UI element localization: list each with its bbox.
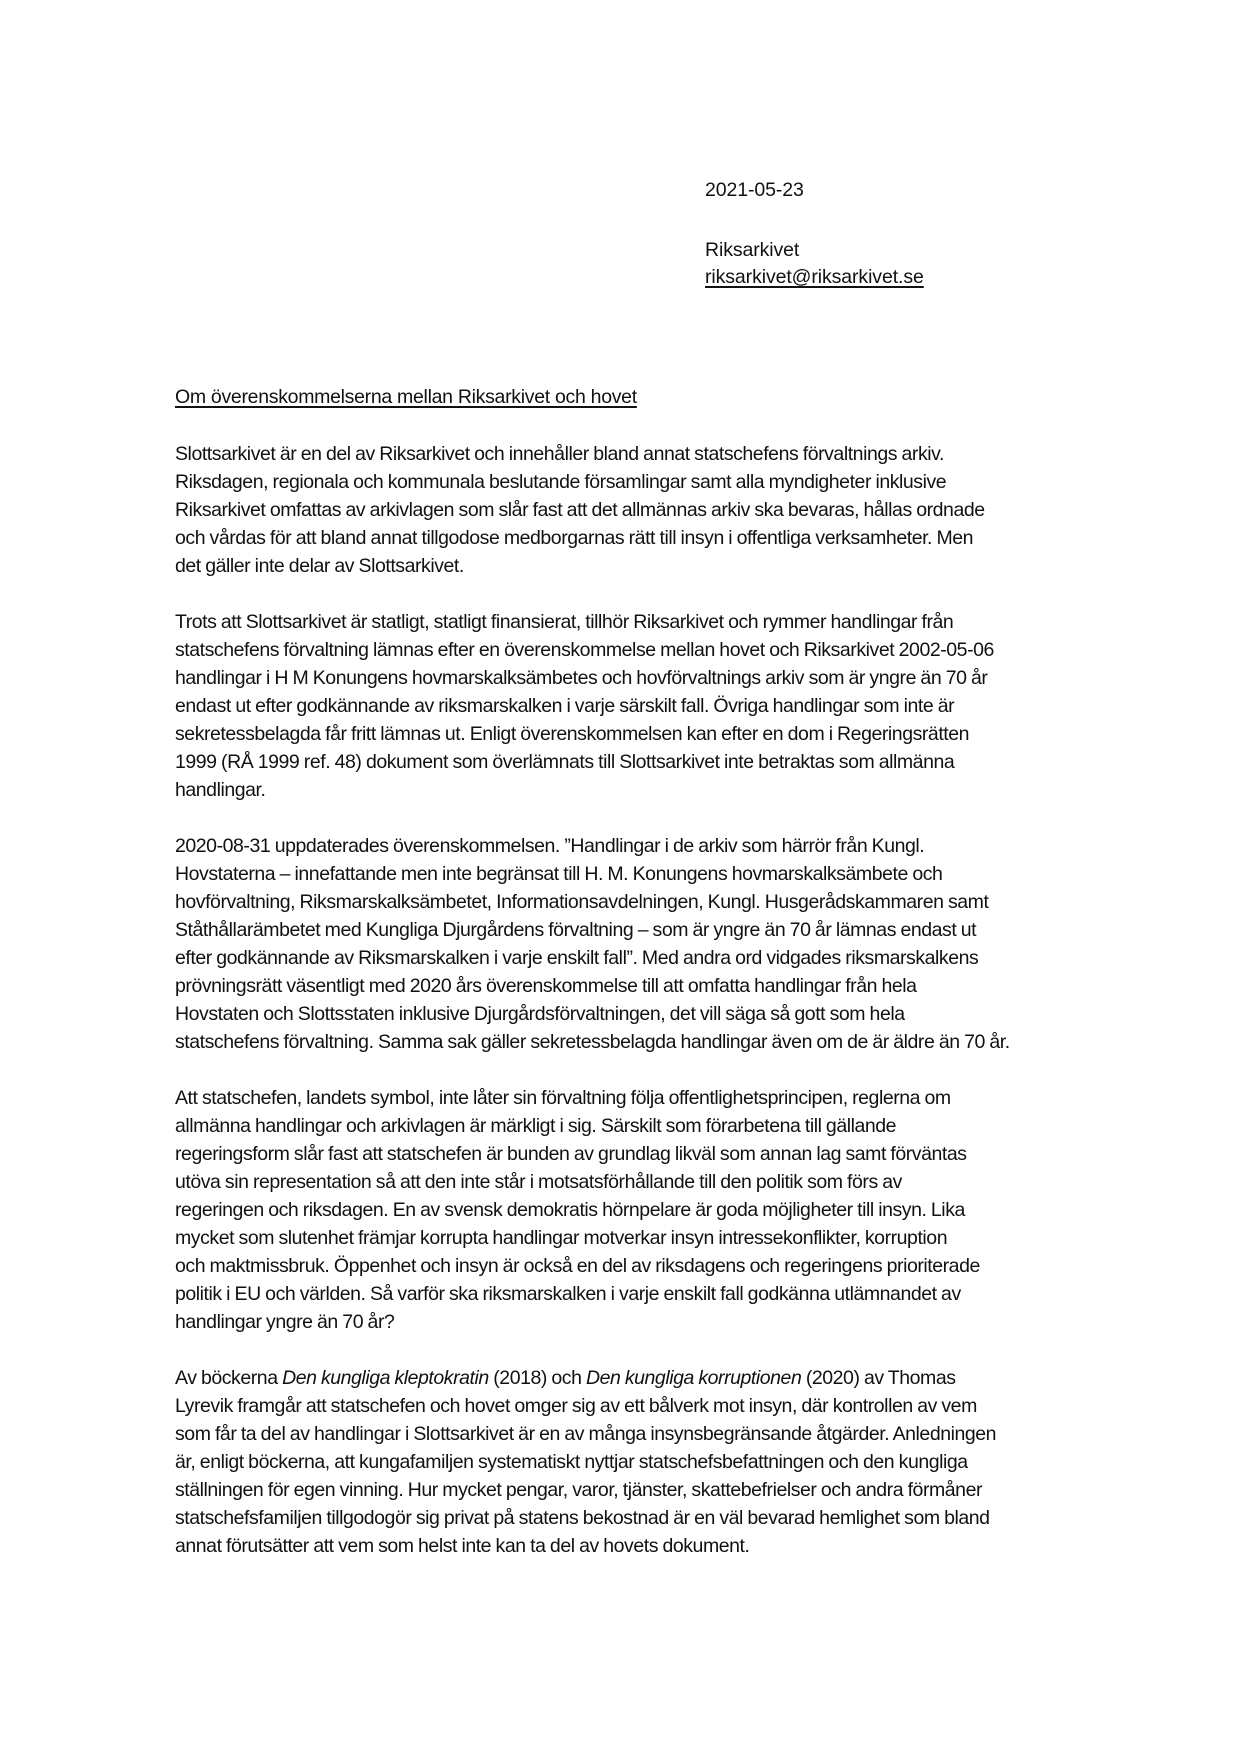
text-line: mycket som slutenhet främjar korrupta handlingar motverkar insyn intressekonflikter, korruption xyxy=(175,1227,948,1249)
text-line: allmänna handlingar och arkivlagen är märkligt i sig. Särskilt som förarbetena till gällande xyxy=(175,1115,897,1137)
letter-body xyxy=(175,440,1120,1588)
text-line: Riksarkivet omfattas av arkivlagen som slår fast att det allmännas arkiv ska bevaras, hållas ordnade xyxy=(175,499,985,521)
text-line: statschefsfamiljen tillgodogör sig privat på statens bekostnad är en väl bevarad hemlighet som bland xyxy=(175,1507,990,1529)
text-line: Lyrevik framgår att statschefen och hovet omger sig av ett bålverk mot insyn, där kontrollen av vem xyxy=(175,1395,977,1417)
paragraph-4 xyxy=(175,1084,1120,1336)
text-line: prövningsrätt väsentligt med 2020 års överenskommelse till att omfatta handlingar från hela xyxy=(175,975,917,997)
text-fragment: Av böckerna xyxy=(175,1367,283,1389)
book-title: Den kungliga korruptionen xyxy=(585,1367,802,1389)
text-line: sekretessbelagda får fritt lämnas ut. Enligt överenskommelsen kan efter en dom i Regeringsrätten xyxy=(175,723,970,745)
text-line: och maktmissbruk. Öppenhet och insyn är också en del av riksdagens och regeringens prioriterade xyxy=(175,1255,980,1277)
text-line: efter godkännande av Riksmarskalken i varje enskilt fall”. Med andra ord vidgades riksmarskalkens xyxy=(175,947,979,969)
text-line: Riksdagen, regionala och kommunala beslutande församlingar samt alla myndigheter inklusive xyxy=(175,471,947,493)
text-line: regeringsform slår fast att statschefen är bunden av grundlag likväl som annan lag samt förväntas xyxy=(175,1143,967,1165)
letter-date: 2021-05-23 xyxy=(705,179,804,201)
text-line: Ståthållarämbetet med Kungliga Djurgårdens förvaltning – som är yngre än 70 år lämnas endast ut xyxy=(175,919,977,941)
text-line: 2020-08-31 uppdaterades överenskommelsen. ”Handlingar i de arkiv som härrör från Kungl. xyxy=(175,835,925,857)
text-line: Hovstaten och Slottsstaten inklusive Djurgårdsförvaltningen, det vill säga så gott som hela xyxy=(175,1003,905,1025)
book-title: Den kungliga kleptokratin xyxy=(282,1367,489,1389)
text-line: handlingar. xyxy=(175,779,266,801)
text-line: annat förutsätter att vem som helst inte kan ta del av hovets dokument. xyxy=(175,1535,750,1557)
text-line: Hovstaterna – innefattande men inte begränsat till H. M. Konungens hovmarskalksämbete och xyxy=(175,863,943,885)
text-line: statschefens förvaltning. Samma sak gäller sekretessbelagda handlingar även om de är äldre än 70 år. xyxy=(175,1031,1010,1053)
text-line: som får ta del av handlingar i Slottsarkivet är en av många insynsbegränsande åtgärder. Anledningen xyxy=(175,1423,997,1445)
text-line: Slottsarkivet är en del av Riksarkivet och innehåller bland annat statschefens förvaltnings arkiv. xyxy=(175,443,944,465)
text-line: är, enligt böckerna, att kungafamiljen systematiskt nyttjar statschefsbefattningen och den kungliga xyxy=(175,1451,968,1473)
text-fragment: (2018) och xyxy=(488,1367,586,1389)
text-line-with-book-titles xyxy=(175,1364,1120,1392)
paragraph-1 xyxy=(175,440,1120,580)
text-line: ställningen för egen vinning. Hur mycket pengar, varor, tjänster, skattebefrielser och andra förmåner xyxy=(175,1479,983,1501)
text-line: statschefens förvaltning lämnas efter en överenskommelse mellan hovet och Riksarkivet 2002-05-06 xyxy=(175,639,994,661)
text-line: handlingar i H M Konungens hovmarskalksämbetes och hovförvaltnings arkiv som är yngre än 70 år xyxy=(175,667,988,689)
paragraph-3 xyxy=(175,832,1120,1056)
letter-heading: Om överenskommelserna mellan Riksarkivet och hovet xyxy=(175,386,637,408)
text-line: det gäller inte delar av Slottsarkivet. xyxy=(175,555,464,577)
recipient-name: Riksarkivet xyxy=(705,239,800,261)
text-line: och vårdas för att bland annat tillgodose medborgarnas rätt till insyn i offentliga verksamheter. Men xyxy=(175,527,974,549)
paragraph-5 xyxy=(175,1364,1120,1560)
text-line: handlingar yngre än 70 år? xyxy=(175,1311,395,1333)
text-line: Trots att Slottsarkivet är statligt, statligt finansierat, tillhör Riksarkivet och rymmer handlingar från xyxy=(175,611,954,633)
recipient-email-link[interactable]: riksarkivet@riksarkivet.se xyxy=(705,266,924,288)
text-line: utöva sin representation så att den inte står i motsatsförhållande till den politik som förs av xyxy=(175,1171,902,1193)
text-line: politik i EU och världen. Så varför ska riksmarskalken i varje enskilt fall godkänna utlämnandet av xyxy=(175,1283,961,1305)
text-line: hovförvaltning, Riksmarskalksämbetet, Informationsavdelningen, Kungl. Husgerådskammaren samt xyxy=(175,891,989,913)
text-fragment: (2020) av Thomas xyxy=(801,1367,956,1389)
paragraph-2 xyxy=(175,608,1120,804)
text-line: 1999 (RÅ 1999 ref. 48) dokument som överlämnats till Slottsarkivet inte betraktas som allmänna xyxy=(175,751,955,773)
text-line: Att statschefen, landets symbol, inte låter sin förvaltning följa offentlighetsprincipen, reglerna om xyxy=(175,1087,951,1109)
text-line: endast ut efter godkännande av riksmarskalken i varje särskilt fall. Övriga handlingar som inte är xyxy=(175,695,955,717)
text-line: regeringen och riksdagen. En av svensk demokratis hörnpelare är goda möjligheter till insyn. Lika xyxy=(175,1199,965,1221)
